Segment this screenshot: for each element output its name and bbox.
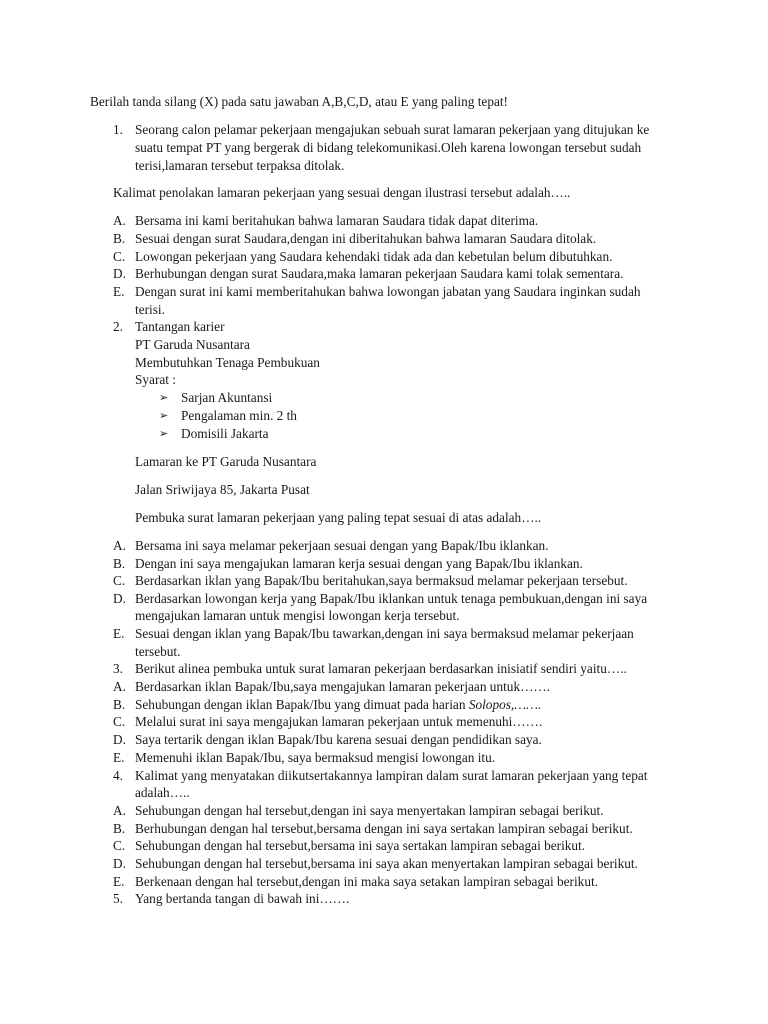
q2-option-d-text: Berdasarkan lowongan kerja yang Bapak/Ibu iklankan untuk tenaga pembukuan,dengan ini saya [135,591,648,606]
q3-text: Berikut alinea pembuka untuk surat lamaran pekerjaan berdasarkan inisiatif sendiri yaitu….. [135,661,627,676]
q2-option-b-letter: B. [113,556,126,571]
q1-text-line: terisi,lamaran tersebut terpaksa ditolak. [135,158,345,173]
q4-option-e-text: Berkenaan dengan hal tersebut,dengan ini maka saya setakan lampiran sebagai berikut. [135,874,598,889]
q2-option-a-text: Bersama ini saya melamar pekerjaan sesuai dengan yang Bapak/Ibu iklankan. [135,538,549,553]
q1-option-e-text-cont: terisi. [135,302,165,317]
arrow-bullet-icon: ➢ [159,427,169,440]
q1-prompt: Kalimat penolakan lamaran pekerjaan yang sesuai dengan ilustrasi tersebut adalah….. [113,185,571,200]
q2-requirement-item: Sarjan Akuntansi [181,390,273,405]
q1-number: 1. [113,122,123,137]
q5-text: Yang bertanda tangan di bawah ini……. [135,891,350,906]
q2-option-a-letter: A. [113,538,126,553]
q2-option-e-text: Sesuai dengan iklan yang Bapak/Ibu tawarkan,dengan ini saya bermaksud melamar pekerjaan [135,626,634,641]
q3-option-b-letter: B. [113,697,126,712]
q1-option-d-text: Berhubungan dengan surat Saudara,maka lamaran pekerjaan Saudara kami tolak sementara. [135,266,624,281]
q2-requirement-item: Pengalaman min. 2 th [181,408,297,423]
q2-ad-company: PT Garuda Nusantara [135,337,250,352]
instruction-text: Berilah tanda silang (X) pada satu jawaban A,B,C,D, atau E yang paling tepat! [90,94,508,109]
q2-requirement-item: Domisili Jakarta [181,426,269,441]
q3-option-b-text-main: Sehubungan dengan iklan Bapak/Ibu yang dimuat pada harian [135,697,469,712]
q1-option-c-letter: C. [113,249,126,264]
q1-text-line: suatu tempat PT yang bergerak di bidang telekomunikasi.Oleh karena lowongan tersebut sudah [135,140,642,155]
q1-option-a-text: Bersama ini kami beritahukan bahwa lamaran Saudara tidak dapat diterima. [135,213,539,228]
q2-ad-need: Membutuhkan Tenaga Pembukuan [135,355,320,370]
q2-option-d-letter: D. [113,591,126,606]
q1-option-e-letter: E. [113,284,125,299]
q4-option-b-text: Berhubungan dengan hal tersebut,bersama dengan ini saya sertakan lampiran sebagai berikut. [135,821,633,836]
q3-option-b-text [135,696,541,713]
q2-option-c-letter: C. [113,573,126,588]
arrow-bullet-icon: ➢ [159,409,169,422]
q3-option-b-text-italic: Solopos,……. [468,697,542,712]
q3-option-a-text: Berdasarkan iklan Bapak/Ibu,saya mengajukan lamaran pekerjaan untuk……. [135,679,551,694]
q1-option-b-text: Sesuai dengan surat Saudara,dengan ini diberitahukan bahwa lamaran Saudara ditolak. [135,231,597,246]
q4-text-line: Kalimat yang menyatakan diikutsertakannya lampiran dalam surat lamaran pekerjaan yang tepat [135,768,648,783]
q1-option-e-text: Dengan surat ini kami memberitahukan bahwa lowongan jabatan yang Saudara inginkan sudah [135,284,641,299]
q4-option-c-text: Sehubungan dengan hal tersebut,bersama ini saya sertakan lampiran sebagai berikut. [135,838,586,853]
q3-option-d-text: Saya tertarik dengan iklan Bapak/Ibu karena sesuai dengan pendidikan saya. [135,732,542,747]
q4-number: 4. [113,768,123,783]
q2-option-d-text-cont: mengajukan lamaran untuk mengisi lowongan kerja tersebut. [135,608,460,623]
q2-option-e-text-cont: tersebut. [135,644,181,659]
q2-prompt: Pembuka surat lamaran pekerjaan yang paling tepat sesuai di atas adalah….. [135,510,542,525]
q2-option-e-letter: E. [113,626,125,641]
q4-option-d-text: Sehubungan dengan hal tersebut,bersama ini saya akan menyertakan lampiran sebagai berikut. [135,856,638,871]
q4-option-d-letter: D. [113,856,126,871]
q3-number: 3. [113,661,123,676]
q1-text-line: Seorang calon pelamar pekerjaan mengajukan sebuah surat lamaran pekerjaan yang ditujukan ke [135,122,650,137]
q4-text-line: adalah….. [135,785,190,800]
q2-option-c-text: Berdasarkan iklan yang Bapak/Ibu beritahukan,saya bermaksud melamar pekerjaan tersebut. [135,573,628,588]
q1-option-c-text: Lowongan pekerjaan yang Saudara kehendaki tidak ada dan kebetulan belum dibutuhkan. [135,249,613,264]
q2-number: 2. [113,319,123,334]
q4-option-b-letter: B. [113,821,126,836]
q2-ad-requirements-label: Syarat : [135,372,176,387]
q2-addressee: Lamaran ke PT Garuda Nusantara [135,454,317,469]
q4-option-a-text: Sehubungan dengan hal tersebut,dengan ini saya menyertakan lampiran sebagai berikut. [135,803,604,818]
q3-option-e-letter: E. [113,750,125,765]
q2-option-b-text: Dengan ini saya mengajukan lamaran kerja sesuai dengan yang Bapak/Ibu iklankan. [135,556,583,571]
q1-option-d-letter: D. [113,266,126,281]
q2-address: Jalan Sriwijaya 85, Jakarta Pusat [135,482,310,497]
q3-option-c-text: Melalui surat ini saya mengajukan lamaran pekerjaan untuk memenuhi……. [135,714,543,729]
q4-option-c-letter: C. [113,838,126,853]
q1-option-b-letter: B. [113,231,126,246]
arrow-bullet-icon: ➢ [159,391,169,404]
q3-option-e-text: Memenuhi iklan Bapak/Ibu, saya bermaksud mengisi lowongan itu. [135,750,496,765]
q3-option-d-letter: D. [113,732,126,747]
q3-option-a-letter: A. [113,679,126,694]
q4-option-a-letter: A. [113,803,126,818]
q4-option-e-letter: E. [113,874,125,889]
q3-option-c-letter: C. [113,714,126,729]
q1-option-a-letter: A. [113,213,126,228]
q5-number: 5. [113,891,123,906]
q2-ad-heading: Tantangan karier [135,319,225,334]
